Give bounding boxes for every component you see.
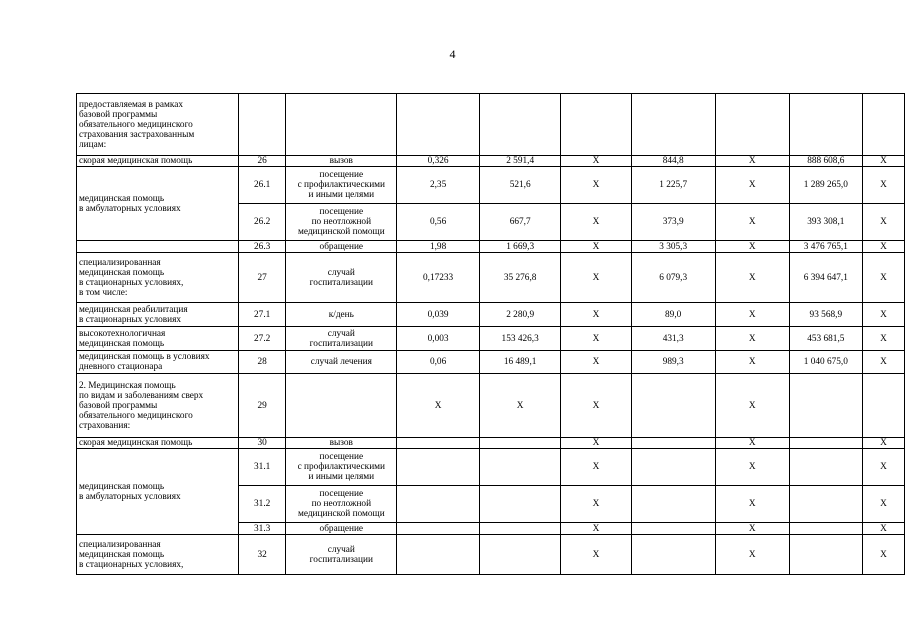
value-cell-c4: 373,9 (631, 204, 715, 241)
value-cell-c5: X (715, 167, 789, 204)
value-cell-c4 (631, 486, 715, 523)
value-cell-c6: 6 394 647,1 (789, 253, 862, 303)
value-cell-c1: 0,039 (397, 303, 479, 327)
cell-text-line: медицинской помощи (297, 227, 385, 237)
cell-text-line: посещение (319, 489, 364, 499)
cell-text-line: медицинская помощь в условиях (79, 352, 210, 362)
value-cell-c4: 1 225,7 (631, 167, 715, 204)
value-cell-c4: 6 079,3 (631, 253, 715, 303)
cell-text-line: посещение (319, 452, 364, 462)
cell-text-line: с профилактическими (297, 180, 386, 190)
unit-cell (286, 535, 397, 575)
value-cell-c2: 1 669,3 (479, 241, 561, 253)
value-cell-c5: X (715, 303, 789, 327)
value-cell-c1: X (397, 374, 479, 438)
unit-cell (286, 449, 397, 486)
row-name-cell (77, 374, 239, 438)
value-cell-c1: 0,326 (397, 156, 479, 167)
table-row (77, 167, 905, 204)
value-cell-c7 (862, 94, 904, 156)
table-row (77, 438, 905, 449)
cell-text-line: по неотложной (311, 499, 372, 509)
cell-text-line: обязательного медицинского (79, 410, 193, 421)
value-cell-c5: X (715, 449, 789, 486)
value-cell-c1: 0,56 (397, 204, 479, 241)
table-row (77, 94, 905, 156)
table-row (77, 535, 905, 575)
row-name-cell (77, 535, 239, 575)
table-row (77, 327, 905, 351)
row-name-cell (77, 241, 239, 253)
cell-text-line: медицинская помощь (79, 267, 165, 278)
cell-text-line: в стационарных условиях (79, 314, 182, 325)
value-cell-c7: X (862, 167, 904, 204)
cell-text-line: случай (327, 328, 355, 339)
cell-text-line: в амбулаторных условиях (79, 491, 181, 502)
value-cell-c2 (479, 523, 561, 535)
cell-text-line: лицам: (79, 139, 107, 150)
row-number-cell: 28 (239, 351, 286, 374)
value-cell-c2 (479, 438, 561, 449)
unit-cell (286, 486, 397, 523)
row-name-cell (77, 167, 239, 241)
cell-text-line: медицинская помощь (79, 549, 165, 560)
cell-text-line: скорая медицинская помощь (79, 156, 193, 166)
cell-text-line: по видам и заболеваниям сверх (79, 390, 204, 401)
value-cell-c7: X (862, 303, 904, 327)
row-name-cell (77, 449, 239, 535)
value-cell-c3: X (561, 449, 631, 486)
value-cell-c3: X (561, 535, 631, 575)
value-cell-c2: X (479, 374, 561, 438)
value-cell-c4: 844,8 (631, 156, 715, 167)
value-cell-c3: X (561, 486, 631, 523)
row-name-cell (77, 438, 239, 449)
value-cell-c7: X (862, 486, 904, 523)
value-cell-c7: X (862, 351, 904, 374)
value-cell-c2: 2 591,4 (479, 156, 561, 167)
row-number-cell: 27.1 (239, 303, 286, 327)
value-cell-c6: 1 040 675,0 (789, 351, 862, 374)
value-cell-c6 (789, 374, 862, 438)
cell-text-line: медицинская помощь (79, 481, 165, 492)
value-cell-c6: 1 289 265,0 (789, 167, 862, 204)
cell-text-line: случай лечения (310, 357, 372, 367)
unit-cell (286, 438, 397, 449)
cell-text-line: вызов (329, 438, 353, 448)
value-cell-c6 (789, 94, 862, 156)
cell-text-line: дневного стационара (79, 362, 163, 372)
cell-text-line: специализированная (79, 539, 161, 550)
value-cell-c2: 35 276,8 (479, 253, 561, 303)
row-name-cell (77, 156, 239, 167)
cell-text-line: с профилактическими (297, 462, 386, 472)
value-cell-c4: 431,3 (631, 327, 715, 351)
cell-text-line: и иными целями (308, 472, 375, 482)
cell-text-line: медицинская помощь (79, 193, 165, 204)
value-cell-c7: X (862, 253, 904, 303)
unit-cell (286, 351, 397, 374)
value-cell-c3: X (561, 351, 631, 374)
value-cell-c4: 3 305,3 (631, 241, 715, 253)
value-cell-c2: 16 489,1 (479, 351, 561, 374)
value-cell-c4: 989,3 (631, 351, 715, 374)
value-cell-c5: X (715, 253, 789, 303)
value-cell-c7: X (862, 156, 904, 167)
value-cell-c7: X (862, 327, 904, 351)
value-cell-c5: X (715, 204, 789, 241)
row-number-cell (239, 94, 286, 156)
value-cell-c1: 0,003 (397, 327, 479, 351)
row-number-cell: 26 (239, 156, 286, 167)
row-name-cell (77, 253, 239, 303)
value-cell-c6 (789, 523, 862, 535)
value-cell-c5: X (715, 486, 789, 523)
value-cell-c5 (715, 94, 789, 156)
cell-text-line: в стационарных условиях, (79, 277, 184, 288)
value-cell-c7: X (862, 438, 904, 449)
value-cell-c3: X (561, 204, 631, 241)
value-cell-c7: X (862, 523, 904, 535)
value-cell-c5: X (715, 351, 789, 374)
unit-cell (286, 241, 397, 253)
cell-text-line: предоставляемая в рамках (79, 99, 184, 110)
row-number-cell: 31.3 (239, 523, 286, 535)
row-number-cell: 26.3 (239, 241, 286, 253)
financing-table (76, 93, 905, 575)
value-cell-c5: X (715, 535, 789, 575)
cell-text-line: специализированная (79, 257, 161, 268)
cell-text-line: страхования: (79, 420, 131, 431)
value-cell-c6 (789, 438, 862, 449)
cell-text-line: к/день (328, 309, 354, 320)
cell-text-line: обращение (319, 241, 364, 252)
table-row (77, 351, 905, 374)
unit-cell (286, 94, 397, 156)
value-cell-c7: X (862, 449, 904, 486)
value-cell-c1 (397, 523, 479, 535)
value-cell-c1: 0,17233 (397, 253, 479, 303)
row-name-cell (77, 303, 239, 327)
row-number-cell: 26.1 (239, 167, 286, 204)
value-cell-c6 (789, 449, 862, 486)
value-cell-c5: X (715, 327, 789, 351)
unit-cell (286, 204, 397, 241)
unit-cell (286, 374, 397, 438)
value-cell-c3: X (561, 374, 631, 438)
value-cell-c2: 667,7 (479, 204, 561, 241)
value-cell-c2 (479, 535, 561, 575)
value-cell-c1 (397, 94, 479, 156)
value-cell-c3: X (561, 241, 631, 253)
table-row (77, 303, 905, 327)
table-row (77, 241, 905, 253)
value-cell-c7: X (862, 241, 904, 253)
table-row (77, 156, 905, 167)
cell-text-line: госпитализации (309, 277, 373, 288)
row-number-cell: 27 (239, 253, 286, 303)
value-cell-c2 (479, 486, 561, 523)
cell-text-line: госпитализации (309, 338, 373, 349)
value-cell-c3: X (561, 156, 631, 167)
row-number-cell: 31.1 (239, 449, 286, 486)
row-number-cell: 31.2 (239, 486, 286, 523)
row-name-cell (77, 351, 239, 374)
value-cell-c1: 2,35 (397, 167, 479, 204)
table-row (77, 374, 905, 438)
value-cell-c5: X (715, 156, 789, 167)
value-cell-c2: 521,6 (479, 167, 561, 204)
value-cell-c2 (479, 449, 561, 486)
value-cell-c4 (631, 374, 715, 438)
cell-text-line: базовой программы (79, 109, 158, 120)
value-cell-c6: 453 681,5 (789, 327, 862, 351)
value-cell-c3 (561, 94, 631, 156)
cell-text-line: обращение (319, 523, 364, 534)
value-cell-c1 (397, 449, 479, 486)
value-cell-c7 (862, 374, 904, 438)
value-cell-c1 (397, 486, 479, 523)
value-cell-c1: 1,98 (397, 241, 479, 253)
value-cell-c3: X (561, 167, 631, 204)
cell-text-line: в стационарных условиях, (79, 559, 184, 570)
table-row (77, 449, 905, 486)
unit-cell (286, 303, 397, 327)
cell-text-line: скорая медицинская помощь (79, 438, 193, 448)
value-cell-c5: X (715, 523, 789, 535)
cell-text-line: посещение (319, 207, 364, 217)
unit-cell (286, 156, 397, 167)
unit-cell (286, 167, 397, 204)
value-cell-c6: 93 568,9 (789, 303, 862, 327)
value-cell-c7: X (862, 535, 904, 575)
value-cell-c3: X (561, 253, 631, 303)
cell-text-line: по неотложной (311, 217, 372, 227)
cell-text-line: в амбулаторных условиях (79, 203, 181, 214)
cell-text-line: высокотехнологичная (79, 328, 166, 339)
cell-text-line: посещение (319, 170, 364, 180)
value-cell-c4 (631, 438, 715, 449)
value-cell-c6: 393 308,1 (789, 204, 862, 241)
value-cell-c7: X (862, 204, 904, 241)
cell-text-line: в том числе: (79, 287, 128, 298)
cell-text-line: страхования застрахованным (79, 129, 195, 140)
cell-text-line: обязательного медицинского (79, 119, 193, 130)
value-cell-c5: X (715, 241, 789, 253)
value-cell-c6: 3 476 765,1 (789, 241, 862, 253)
cell-text-line: случай (327, 544, 355, 555)
row-number-cell: 32 (239, 535, 286, 575)
cell-text-line: медицинская реабилитация (79, 304, 188, 315)
value-cell-c4 (631, 449, 715, 486)
cell-text-line: и иными целями (308, 190, 375, 200)
row-number-cell: 26.2 (239, 204, 286, 241)
cell-text-line: 2. Медицинская помощь (79, 380, 176, 391)
value-cell-c4 (631, 523, 715, 535)
value-cell-c1 (397, 535, 479, 575)
value-cell-c2: 2 280,9 (479, 303, 561, 327)
value-cell-c2: 153 426,3 (479, 327, 561, 351)
cell-text-line: медицинская помощь (79, 338, 165, 349)
value-cell-c4 (631, 94, 715, 156)
value-cell-c3: X (561, 523, 631, 535)
row-name-cell (77, 327, 239, 351)
page-number: 4 (449, 47, 456, 61)
row-number-cell: 29 (239, 374, 286, 438)
table-row (77, 253, 905, 303)
unit-cell (286, 523, 397, 535)
value-cell-c5: X (715, 438, 789, 449)
value-cell-c4: 89,0 (631, 303, 715, 327)
value-cell-c3: X (561, 303, 631, 327)
row-name-cell (77, 94, 239, 156)
unit-cell (286, 253, 397, 303)
value-cell-c1 (397, 438, 479, 449)
value-cell-c6 (789, 535, 862, 575)
cell-text-line: базовой программы (79, 400, 158, 411)
value-cell-c6: 888 608,6 (789, 156, 862, 167)
value-cell-c3: X (561, 327, 631, 351)
cell-text-line: случай (327, 267, 355, 278)
row-number-cell: 27.2 (239, 327, 286, 351)
value-cell-c1: 0,06 (397, 351, 479, 374)
value-cell-c2 (479, 94, 561, 156)
cell-text-line: вызов (329, 156, 353, 166)
value-cell-c3: X (561, 438, 631, 449)
value-cell-c6 (789, 486, 862, 523)
row-number-cell: 30 (239, 438, 286, 449)
cell-text-line: госпитализации (309, 554, 373, 565)
value-cell-c4 (631, 535, 715, 575)
value-cell-c5: X (715, 374, 789, 438)
unit-cell (286, 327, 397, 351)
cell-text-line: медицинской помощи (297, 509, 385, 519)
